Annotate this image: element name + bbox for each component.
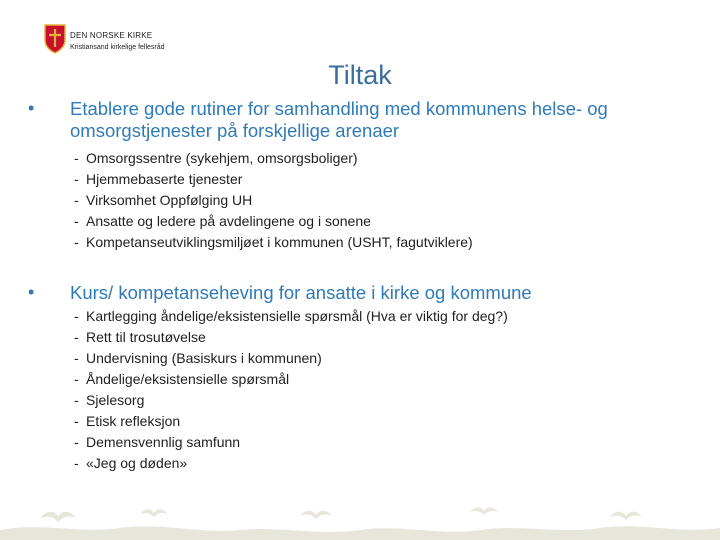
organization-header: [70, 30, 165, 54]
list-item: - Kompetanseutviklingsmiljøet i kommunen (USHT, fagutviklere): [74, 234, 473, 250]
bird-icon: [470, 507, 498, 515]
sub-list: [74, 148, 708, 253]
bullet-section-2: [28, 282, 708, 474]
sub-list: [74, 306, 708, 474]
bird-icon: [40, 512, 76, 522]
list-item: - Virksomhet Oppfølging UH: [74, 192, 253, 208]
list-item: - «Jeg og døden»: [74, 455, 188, 471]
bullet-dot: •: [28, 282, 35, 302]
decorative-footer: [0, 500, 720, 540]
list-item: - Hjemmebaserte tjenester: [74, 171, 243, 187]
bird-icon: [610, 512, 642, 520]
bird-icon: [140, 509, 168, 517]
list-item: - Undervisning (Basiskurs i kommunen): [74, 350, 322, 366]
list-item: - Omsorgssentre (sykehjem, omsorgsboliger): [74, 150, 358, 166]
slide-title: Tiltak: [328, 60, 392, 90]
bullet-dot: •: [28, 98, 35, 118]
bird-icon: [300, 511, 332, 519]
list-item: - Rett til trosutøvelse: [74, 329, 206, 345]
bullet-heading: Kurs/ kompetanseheving for ansatte i kirke og kommune: [70, 282, 532, 303]
church-shield-icon: [44, 24, 66, 54]
list-item: - Etisk refleksjon: [74, 413, 181, 429]
bullet-heading: Etablere gode rutiner for samhandling med kommunens helse- og omsorgstjenester på forskjellige arenaer: [70, 98, 608, 141]
list-item: - Ansatte og ledere på avdelingene og i sonene: [74, 213, 371, 229]
organization-subtitle: Kristiansand kirkelige fellesråd: [70, 44, 165, 51]
list-item: - Demensvennlig samfunn: [74, 434, 241, 450]
list-item: - Åndelige/eksistensielle spørsmål: [74, 371, 290, 387]
bullet-section-1: [28, 98, 708, 253]
list-item: - Sjelesorg: [74, 392, 145, 408]
organization-name: DEN NORSKE KIRKE: [70, 31, 153, 40]
list-item: - Kartlegging åndelige/eksistensielle spørsmål (Hva er viktig for deg?): [74, 308, 508, 324]
